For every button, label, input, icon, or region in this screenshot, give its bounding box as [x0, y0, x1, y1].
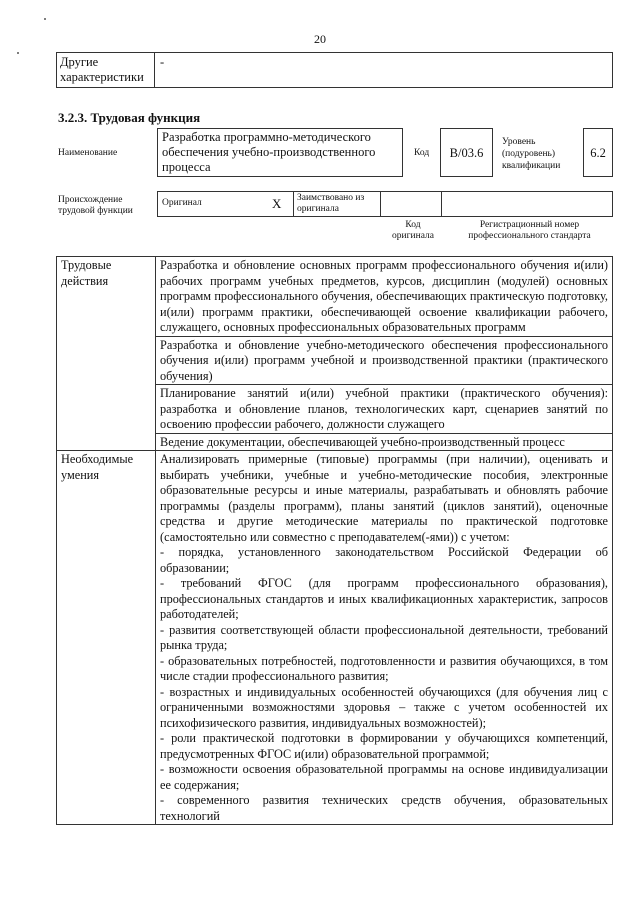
action-item: Разработка и обновление учебно-методического обеспечения профессионального обучения и(или) программ учебной и производственной практики (практического обучения): [156, 336, 613, 385]
origin-table: [157, 191, 613, 217]
actions-label: Трудовые действия: [57, 257, 156, 451]
original-label: Оригинал: [162, 198, 202, 208]
skill-point: - порядка, установленного законодательством Российской Федерации об образовании;: [160, 545, 608, 575]
skill-point: - роли практической подготовки в формировании у обучающихся компетенций, предусмотренных ФГОС и(или) образовательной программой;: [160, 731, 608, 761]
page-number: 20: [314, 32, 326, 46]
section-title: 3.2.3. Трудовая функция: [58, 110, 201, 125]
table-divider: [154, 52, 155, 88]
skill-point: - образовательных потребностей, подготовленности и развития обучающихся, в том числе стадии профессионального развития;: [160, 653, 608, 683]
skill-point: - развития соответствующей области профессиональной деятельности, требований рынка труда;: [160, 622, 608, 652]
table-row: [57, 257, 613, 337]
original-code-caption: Код оригинала: [392, 220, 434, 241]
other-characteristics-value: -: [160, 55, 165, 69]
skill-point: - современного развития технических средств обучения, образовательных технологий: [160, 793, 608, 823]
action-item: Ведение документации, обеспечивающей учебно-производственный процесс: [156, 433, 613, 451]
scan-speck: [17, 52, 19, 54]
skill-point: - возрастных и индивидуальных особенностей обучающихся (для обучения лиц с ограниченными возможностями здоровья – также с учетом особенностей их психофизического развития, индивидуальных возможностей);: [160, 684, 608, 730]
other-characteristics-label: Другие характеристики: [60, 55, 144, 84]
original-mark: X: [272, 196, 282, 211]
skills-intro: Анализировать примерные (типовые) программы (при наличии), оценивать и выбирать учебники, учебные и учебно-методические пособия, электронные образовательные ресурсы и иные материалы, разрабатывать и обновлять рабочие программы (разделы программ), планы занятий (циклов занятий), оценочные средства и другие методические материалы по практической подготовке (самостоятельно или совместно с преподавателем(-ями)) с учетом:: [160, 452, 608, 544]
scan-speck: [44, 18, 46, 20]
origin-divider: [293, 191, 294, 217]
action-item: Разработка и обновление основных программ профессионального обучения и(или) рабочих программ учебных предметов, курсов, дисциплин (модулей) основных программ профессионального обучения, обеспечивающих практическую подготовку, и(или) программ практики, обеспечивающей освоение квалификации рабочего, служащего, основных профессиональных образовательных программ: [156, 257, 613, 337]
action-item: Планирование занятий и(или) учебной практики (практического обучения): разработка и обновление планов, технологических карт, сценариев занятий по освоению профессии рабочего, должности служащего: [156, 385, 613, 434]
level-label: Уровень (подуровень) квалификации: [502, 137, 561, 171]
function-code: B/03.6: [440, 128, 493, 177]
skills-content: [156, 451, 613, 825]
code-label: Код: [414, 148, 430, 158]
function-details-table: [56, 256, 613, 825]
reg-number-caption: Регистрационный номер профессионального стандарта: [468, 220, 591, 241]
function-name: Разработка программно-методического обеспечения учебно-производственного процесса: [157, 128, 403, 177]
skill-point: - требований ФГОС (для программ профессионального образования), профессиональных стандартов и иных квалификационных характеристик, запросов работодателей;: [160, 576, 608, 621]
skills-label: Необходимые умения: [57, 451, 156, 825]
table-row: [57, 451, 613, 825]
origin-divider: [380, 191, 381, 217]
qualification-level: 6.2: [583, 128, 613, 177]
borrowed-label: Заимствовано из оригинала: [297, 193, 365, 214]
origin-label: Происхождение трудовой функции: [58, 195, 133, 216]
origin-divider: [441, 191, 442, 217]
name-label: Наименование: [58, 148, 118, 158]
skill-point: - возможности освоения образовательной программы на основе индивидуализации ее содержания;: [160, 762, 608, 792]
